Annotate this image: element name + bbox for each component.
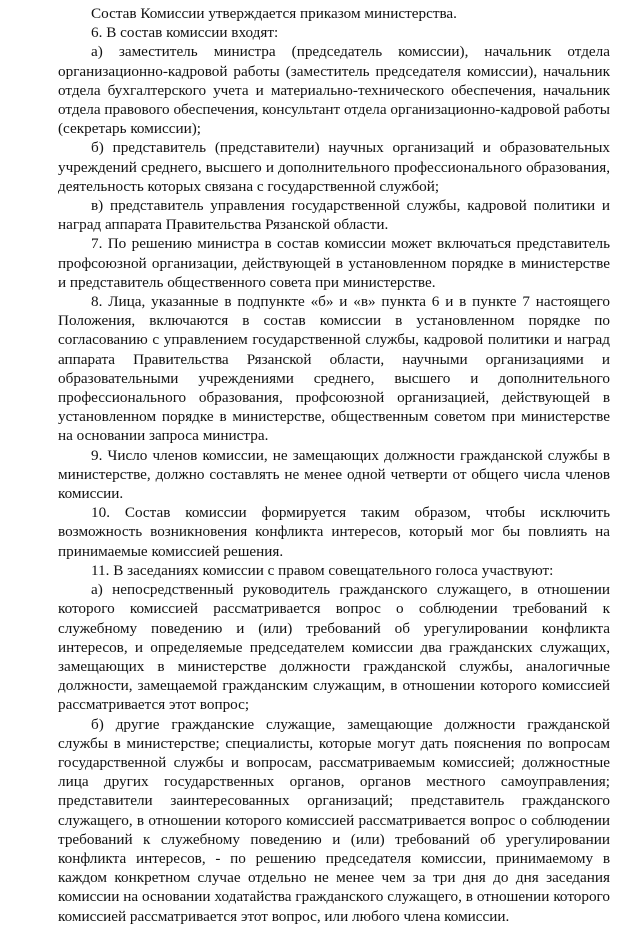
paragraph-commission-approval: Состав Комиссии утверждается приказом министерства. — [91, 5, 457, 22]
document-body — [58, 4, 610, 926]
paragraph-item-7: 7. По решению министра в состав комиссии может включаться представитель профсоюзной организации, действующей в установленном порядке в министерстве и представитель общественного совета при министерстве. — [58, 235, 610, 291]
paragraph-item-6a: а) заместитель министра (председатель комиссии), начальник отдела организационно-кадровой работы (заместитель председателя комиссии), начальник отдела бухгалтерского учета и материально-технического обеспечения, начальник отдела правового обеспечения, консультант отдела организационно-кадровой работы (секретарь комиссии); — [58, 43, 610, 138]
paragraph-item-11b: б) другие гражданские служащие, замещающие должности гражданской службы в министерстве; специалисты, которые могут дать пояснения по вопросам государственной службы и вопросам, рассматриваемым комиссией; должностные лица других государственных органов, органов местного самоуправления; представители заинтересованных организаций; представитель гражданского служащего, в отношении которого комиссией рассматривается вопрос о соблюдении требований к служебному поведению и (или) требований об урегулировании конфликта интересов, - по решению председателя комиссии, принимаемому в каждом конкретном случае отдельно не менее чем за три дня до дня заседания комиссии на основании ходатайства гражданского служащего, в отношении которого комиссией рассматривается этот вопрос, или любого члена комиссии. — [58, 715, 610, 925]
paragraph-item-8: 8. Лица, указанные в подпункте «б» и «в» пункта 6 и в пункте 7 настоящего Положения, включаются в состав комиссии в установленном порядке по согласованию с управлением государственной службы, кадровой политики и наград аппарата Правительства Рязанской области, научными организациями и образовательными учреждениями среднего, высшего и дополнительного профессионального образования, профсоюзной организацией, действующей в установленном порядке в министерстве, общественным советом при министерстве на основании запроса министра. — [58, 293, 610, 445]
paragraph-item-11a: а) непосредственный руководитель гражданского служащего, в отношении которого комиссией рассматривается вопрос о соблюдении требований к служебному поведению и (или) требований об урегулировании конфликта интересов, и определяемые председателем комиссии два гражданских служащих, замещающих в министерстве должности гражданской службы, аналогичные должности, замещаемой гражданским служащим, в отношении которого комиссией рассматривается этот вопрос; — [58, 581, 610, 714]
paragraph-item-11: 11. В заседаниях комиссии с правом совещательного голоса участвуют: — [91, 561, 554, 579]
paragraph-item-6v: в) представитель управления государственной службы, кадровой политики и наград аппарата Правительства Рязанской области. — [58, 197, 610, 234]
paragraph-item-6: 6. В состав комиссии входят: — [91, 24, 279, 42]
paragraph-item-6b: б) представитель (представители) научных организаций и образовательных учреждений среднего, высшего и дополнительного профессионального образования, деятельность которых связана с государственной службой; — [58, 139, 610, 195]
paragraph-item-9: 9. Число членов комиссии, не замещающих должности гражданской службы в министерстве, должно составлять не менее одной четверти от общего числа членов комиссии. — [58, 446, 610, 503]
paragraph-item-10: 10. Состав комиссии формируется таким образом, чтобы исключить возможность возникновения конфликта интересов, который мог бы повлиять на принимаемые комиссией решения. — [58, 504, 610, 560]
